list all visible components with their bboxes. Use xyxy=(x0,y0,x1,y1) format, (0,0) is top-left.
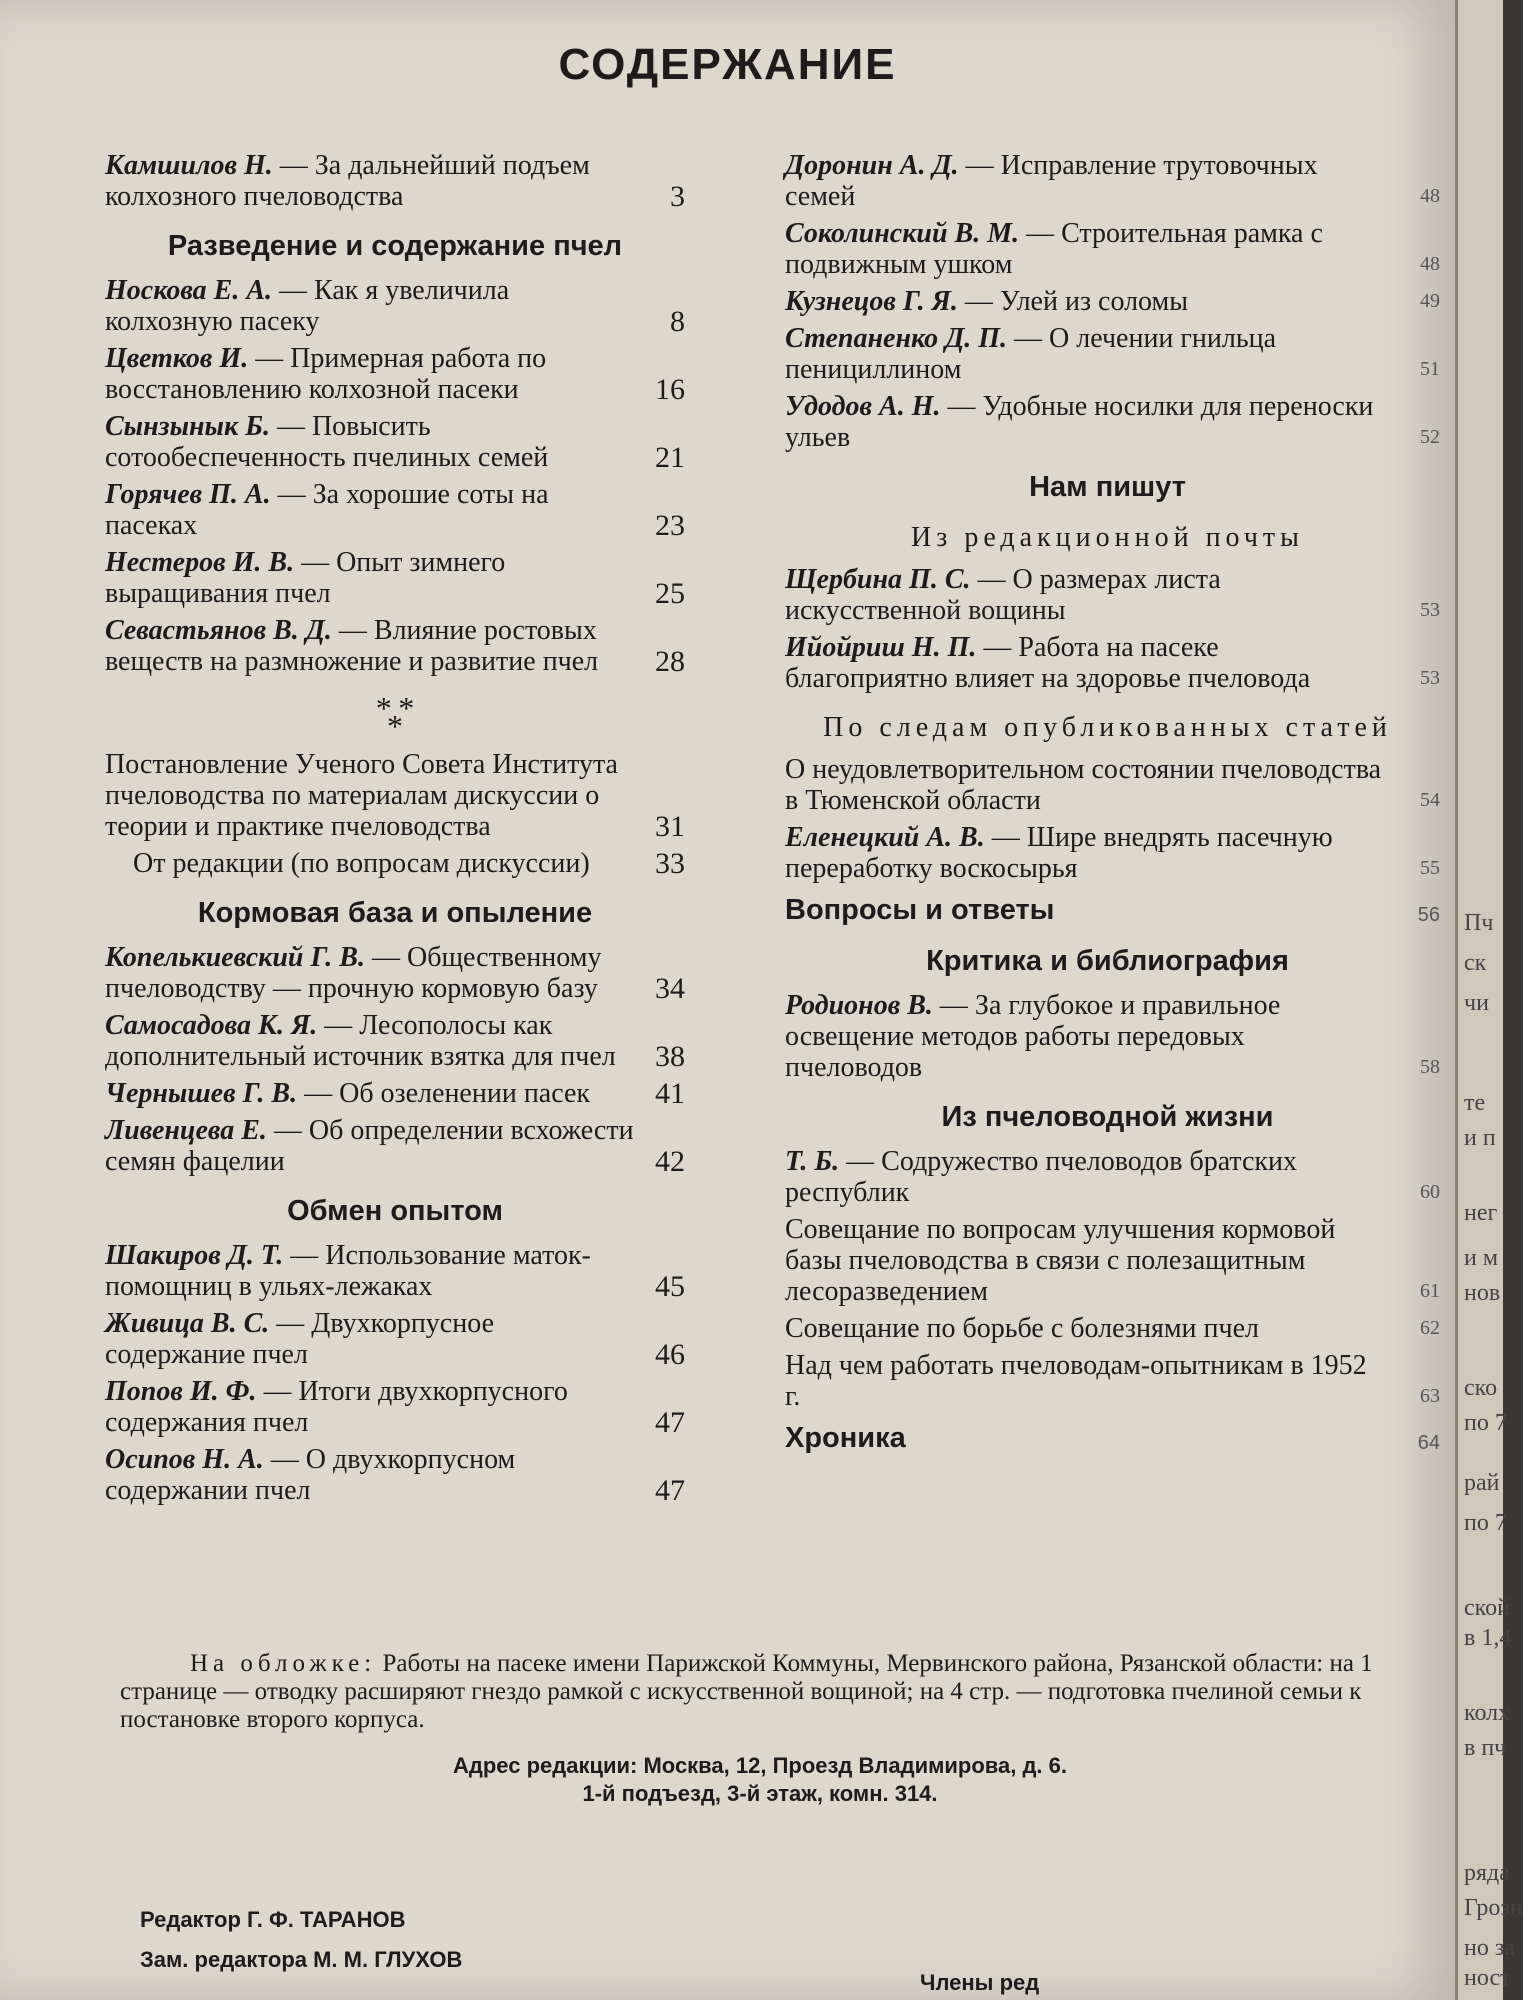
entry-page: 63 xyxy=(1420,1385,1440,1407)
toc-entry xyxy=(105,1010,685,1072)
adjacent-page-edge xyxy=(1455,0,1523,2000)
entry-title: — Использование маток-помощниц в ульях-лежаках xyxy=(105,1240,591,1302)
right-column xyxy=(785,150,1440,1465)
entry-author: Соколинский В. М. xyxy=(785,218,1020,249)
entry-title: — Итоги двухкорпусного содержания пчел xyxy=(105,1376,568,1438)
adjacent-page-fragment: нов xyxy=(1464,1280,1501,1306)
entry-title: — О двухкорпусном содержании пчел xyxy=(105,1444,516,1506)
entry-author: Еленецкий А. В. xyxy=(785,822,985,853)
entry-title: — Улей из соломы xyxy=(964,286,1189,317)
section-heading: Нам пишут xyxy=(1029,471,1186,503)
entry-page: 47 xyxy=(655,1406,685,1439)
section-heading: Разведение и содержание пчел xyxy=(167,230,623,262)
entry-page: 8 xyxy=(670,305,685,338)
toc-entry xyxy=(785,150,1440,212)
entry-title: — Работа на пасеке благоприятно влияет на здоровье пчеловода xyxy=(785,632,1311,694)
entry-title: — За хорошие соты на пасеках xyxy=(105,479,549,541)
editorial-address xyxy=(120,1752,1400,1808)
entry-title: — О размерах листа искусственной вощины xyxy=(785,564,1221,626)
cover-label: На обложке: xyxy=(190,1650,377,1677)
entry-author: Доронин А. Д. xyxy=(785,150,959,181)
entry-author: Осипов Н. А. xyxy=(105,1444,264,1475)
entry-page: 38 xyxy=(655,1040,685,1073)
entry-page: 28 xyxy=(655,645,685,678)
entry-page: 47 xyxy=(655,1474,685,1507)
toc-entry-chronicle xyxy=(785,1422,1440,1455)
toc-entry xyxy=(105,479,685,541)
entry-page: 54 xyxy=(1420,789,1440,811)
entry-page: 42 xyxy=(655,1145,685,1178)
entry-author: Горячев П. А. xyxy=(105,479,271,510)
adjacent-page-fragment: ск xyxy=(1464,950,1487,976)
entry-title: Над чем работать пчеловодам-опытникам в 1952 г. xyxy=(785,1350,1367,1412)
entry-page: 48 xyxy=(1420,253,1440,275)
toc-entry xyxy=(105,547,685,609)
adjacent-page-fragment: те xyxy=(1464,1090,1486,1116)
entry-page: 3 xyxy=(670,180,685,213)
entry-page: 60 xyxy=(1420,1181,1440,1203)
adjacent-page-fragment: ско xyxy=(1464,1375,1498,1401)
adjacent-page-fragment: ност xyxy=(1464,1965,1511,1991)
entry-title: Совещание по вопросам улучшения кормовой базы пчеловодства в связи с полезащитным лесоразведением xyxy=(785,1214,1336,1307)
address-line: Адрес редакции: Москва, 12, Проезд Владимирова, д. 6. xyxy=(452,1753,1068,1778)
entry-title: — Повысить сотообеспеченность пчелиных семей xyxy=(105,411,549,473)
entry-title: — Об озеленении пасек xyxy=(304,1078,591,1109)
entry-title: — Исправление трутовочных семей xyxy=(785,150,1318,212)
adjacent-page-fragment: ряда xyxy=(1464,1860,1510,1886)
entry-author: Степаненко Д. П. xyxy=(785,323,1008,354)
entry-title: — Общественному пчеловодству — прочную кормовую базу xyxy=(105,942,602,1004)
toc-entry xyxy=(105,1240,685,1302)
entry-page: 61 xyxy=(1420,1280,1440,1302)
cover-text: Работы на пасеке имени Парижской Коммуны, Мервинского района, Рязанской области: на 1 странице — отводку расширяют гнездо рамкой с искусственной вощиной; на 4 стр. — подготовка пчелиной семьи к постановке второго корпуса. xyxy=(120,1650,1373,1733)
entry-title: Вопросы и ответы xyxy=(785,894,1055,926)
entry-author: Попов И. Ф. xyxy=(105,1376,257,1407)
toc-entry xyxy=(105,1444,685,1506)
entry-page: 53 xyxy=(1420,667,1440,689)
entry-title: Совещание по борьбе с болезнями пчел xyxy=(785,1313,1259,1344)
entry-page: 62 xyxy=(1420,1317,1440,1339)
entry-author: Чернышев Г. В. xyxy=(105,1078,298,1109)
adjacent-page-fragment: и п xyxy=(1464,1125,1496,1151)
entry-title: — Влияние ростовых веществ на размножение и развитие пчел xyxy=(105,615,599,677)
toc-entry xyxy=(785,1146,1440,1208)
entry-author: Носкова Е. А. xyxy=(105,275,273,306)
cover-note xyxy=(120,1650,1400,1734)
editor-name: Редактор Г. Ф. ТАРАНОВ xyxy=(140,1907,406,1932)
adjacent-page-fragment: колх xyxy=(1464,1700,1511,1726)
toc-entry xyxy=(785,286,1440,317)
entry-page: 34 xyxy=(655,972,685,1005)
entry-title: — Об определении всхожести семян фацелии xyxy=(105,1115,634,1177)
editors-block xyxy=(140,1900,462,1980)
page-title: СОДЕРЖАНИЕ xyxy=(558,40,897,89)
entry-page: 53 xyxy=(1420,599,1440,621)
toc-entry xyxy=(785,632,1440,694)
section-divider-stars: * * * xyxy=(375,690,415,744)
toc-entry xyxy=(105,343,685,405)
toc-entry xyxy=(105,615,685,677)
entry-author: Кузнецов Г. Я. xyxy=(785,286,958,317)
toc-entry xyxy=(785,218,1440,280)
left-column xyxy=(105,150,685,1512)
toc-entry xyxy=(785,1313,1440,1344)
entry-title: — Двухкорпусное содержание пчел xyxy=(105,1308,494,1370)
entry-page: 51 xyxy=(1420,358,1440,380)
toc-entry xyxy=(785,754,1440,816)
adjacent-page-fragment: рай xyxy=(1464,1470,1500,1496)
adjacent-page-fragment: чи xyxy=(1464,990,1489,1016)
toc-entry xyxy=(105,1078,685,1109)
entry-author: Нестеров И. В. xyxy=(105,547,295,578)
adjacent-page-fragment: Пч xyxy=(1464,910,1494,936)
entry-title: — Как я увеличила колхозную пасеку xyxy=(105,275,510,337)
deputy-editor-name: Зам. редактора М. М. ГЛУХОВ xyxy=(140,1947,463,1972)
entry-title: — О лечении гнильца пенициллином xyxy=(785,323,1277,385)
toc-entry-questions xyxy=(785,894,1440,927)
toc-entry xyxy=(785,1350,1440,1412)
entry-author: Удодов А. Н. xyxy=(785,391,941,422)
entry-page: 33 xyxy=(655,847,685,880)
entry-page: 49 xyxy=(1420,290,1440,312)
entry-page: 52 xyxy=(1420,426,1440,448)
entry-title: — Удобные носилки для переноски ульев xyxy=(785,391,1374,453)
entry-author: Камшилов Н. xyxy=(105,150,273,181)
entry-author: Самосадова К. Я. xyxy=(105,1010,318,1041)
adjacent-page-fragment: в 1,4 xyxy=(1464,1625,1512,1651)
entry-title: От редакции (по вопросам дискуссии) xyxy=(133,848,590,879)
section-heading: Кормовая база и опыление xyxy=(197,897,593,929)
toc-entry xyxy=(105,275,685,337)
section-heading: Критика и библиография xyxy=(926,945,1289,977)
entry-author: Ийойриш Н. П. xyxy=(785,632,977,663)
entry-author: Копелькиевский Г. В. xyxy=(105,942,365,973)
entry-title: — Опыт зимнего выращивания пчел xyxy=(105,547,506,609)
entry-page: 16 xyxy=(655,373,685,406)
toc-entry xyxy=(105,1308,685,1370)
adjacent-page-fragment: но за xyxy=(1464,1935,1515,1961)
toc-entry xyxy=(785,391,1440,453)
toc-entry xyxy=(105,150,685,212)
entry-author: Севастьянов В. Д. xyxy=(105,615,332,646)
toc-entry xyxy=(785,822,1440,884)
toc-entry xyxy=(105,942,685,1004)
entry-page: 23 xyxy=(655,509,685,542)
toc-entry xyxy=(785,1214,1440,1307)
entry-author: Живица В. С. xyxy=(105,1308,270,1339)
entry-title: — Шире внедрять пасечную переработку воскосырья xyxy=(785,822,1333,884)
adjacent-page-fragment: в пч xyxy=(1464,1735,1507,1761)
entry-author: Сынзынык Б. xyxy=(105,411,270,442)
entry-page: 31 xyxy=(655,810,685,843)
address-line: 1-й подъезд, 3-й этаж, комн. 314. xyxy=(582,1781,938,1806)
entry-title: — Строительная рамка с подвижным ушком xyxy=(785,218,1323,280)
toc-entry xyxy=(785,323,1440,385)
entry-page: 48 xyxy=(1420,185,1440,207)
toc-entry xyxy=(785,990,1440,1083)
entry-title: О неудовлетворительном состоянии пчеловодства в Тюменской области xyxy=(785,754,1382,816)
entry-author: Родионов В. xyxy=(785,990,933,1021)
adjacent-page-fragment: по 7 xyxy=(1464,1510,1507,1536)
entry-title: — Лесополосы как дополнительный источник взятка для пчел xyxy=(105,1010,616,1072)
adjacent-page-fragment: по 7 xyxy=(1464,1410,1507,1436)
entry-page: 25 xyxy=(655,577,685,610)
entry-page: 46 xyxy=(655,1338,685,1371)
entry-page: 64 xyxy=(1417,1432,1440,1454)
entry-page: 55 xyxy=(1420,857,1440,879)
toc-entry xyxy=(105,1115,685,1177)
entry-title: Постановление Ученого Совета Института пчеловодства по материалам дискуссии о теории и практике пчеловодства xyxy=(105,749,618,842)
subsection-heading: По следам опубликованных статей xyxy=(823,712,1392,743)
entry-title: — За дальнейший подъем колхозного пчеловодства xyxy=(105,150,590,212)
entry-page: 45 xyxy=(655,1270,685,1303)
entry-title: — За глубокое и правильное освещение методов работы передовых пчеловодов xyxy=(785,990,1281,1083)
section-heading: Из пчеловодной жизни xyxy=(941,1101,1274,1133)
section-heading: Обмен опытом xyxy=(287,1195,503,1227)
entry-page: 56 xyxy=(1417,904,1440,926)
adjacent-page-fragment: нег xyxy=(1464,1200,1498,1226)
entry-author: Шакиров Д. Т. xyxy=(105,1240,284,1271)
toc-entry xyxy=(105,1376,685,1438)
entry-title: — Содружество пчеловодов братских республик xyxy=(785,1146,1298,1208)
adjacent-page-fragment: Грозн xyxy=(1464,1895,1523,1921)
entry-page: 58 xyxy=(1420,1056,1440,1078)
toc-entry xyxy=(785,564,1440,626)
entry-author: Т. Б. xyxy=(785,1146,840,1177)
entry-author: Щербина П. С. xyxy=(785,564,971,595)
entry-author: Цветков И. xyxy=(105,343,249,374)
entry-title: — Примерная работа по восстановлению колхозной пасеки xyxy=(105,343,547,405)
toc-entry xyxy=(105,749,685,842)
entry-author: Ливенцева Е. xyxy=(105,1115,267,1146)
footer xyxy=(120,1650,1400,1808)
toc-entry xyxy=(105,848,685,879)
editorial-members: Члены ред xyxy=(920,1970,1040,1995)
toc-entry xyxy=(105,411,685,473)
entry-title: Хроника xyxy=(785,1422,906,1454)
subsection-heading: Из редакционной почты xyxy=(911,522,1304,553)
adjacent-page-fragment: и м xyxy=(1464,1245,1499,1271)
entry-page: 21 xyxy=(655,441,685,474)
adjacent-page-fragment: ской xyxy=(1464,1595,1510,1621)
entry-page: 41 xyxy=(655,1077,685,1110)
